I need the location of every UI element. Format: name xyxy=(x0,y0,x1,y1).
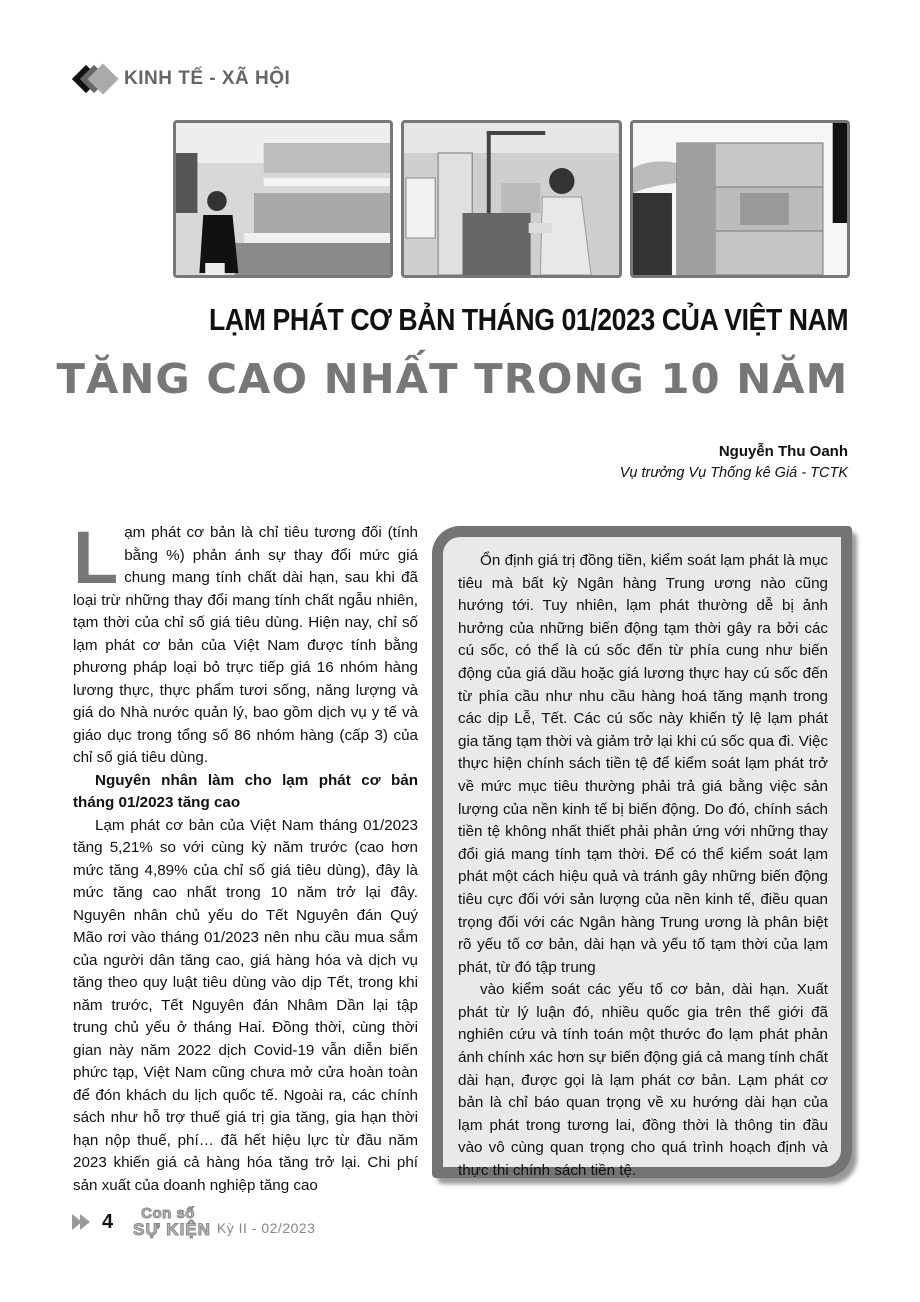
issue-label: Kỳ II - 02/2023 xyxy=(216,1220,316,1236)
box-paragraph-1: Ổn định giá trị đồng tiền, kiểm soát lạm phát là mục tiêu mà bất kỳ Ngân hàng Trung ương nào cũng hướng tới. Tuy nhiên, lạm phát thường dễ bị ảnh hưởng của những biến động tạm thời gây ra bởi các cú sốc, có thể là cú sốc đến từ phía cung như biến động của giá dầu hoặc giá lương thực hay cú sốc đến từ phía cầu như nhu cầu hàng hoá tăng mạnh trong các dịp Lễ, Tết. Các cú sốc này khiến tỷ lệ lạm phát gia tăng tạm thời và giảm trở lại khi cú sốc qua đi. Việc thực hiện chính sách tiền tệ để kiểm soát lạm phát trở về mức mục tiêu thường phải trả giá bằng việc sản lượng của nền kinh tế bị biến động. Do đó, chính sách tiền tệ không nhất thiết phải phản ứng với những thay đổi giá mang tính tạm thời. Để có thể kiểm soát lạm phát một cách hiệu quả và tránh gây những biến động tiêu cực đối với sản lượng của nền kinh tế, điều quan trọng đối với các Ngân hàng Trung ương là phân biệt rõ yếu tố cơ bản, dài hạn và yếu tố tạm thời của lạm phát, từ đó tập trung xyxy=(458,552,828,976)
left-column xyxy=(73,516,418,1197)
logo-top-text: Con số xyxy=(141,1205,195,1222)
section-header xyxy=(70,64,290,94)
magazine-logo xyxy=(133,1206,211,1238)
box-paragraph-2: vào kiểm soát các yếu tố cơ bản, dài hạn. Xuất phát từ lý luận đó, nhiều quốc gia trên thế giới đã nghiên cứu và tính toán một thước đo lạm phát phản ánh chính xác hơn sự biến động giá cả mang tính chất dài hạn, được gọi là lạm phát cơ bản. Lạm phát cơ bản là chỉ báo quan trọng về xu hướng dài hạn của lạm phát trong tương lai, đồng thời là thông tin đầu vào vô cùng quan trọng cho quá trình hoạch định và thực thi chính sách tiền tệ. xyxy=(458,981,828,1180)
article-title-line2: TĂNG CAO NHẤT TRONG 10 NĂM xyxy=(56,355,848,403)
photo-strip xyxy=(173,120,850,278)
banknotes-stack-photo xyxy=(630,120,850,278)
supermarket-shopper-photo xyxy=(173,120,393,278)
logo-bottom-text: SỰ KIỆN xyxy=(133,1220,211,1239)
factory-worker-photo xyxy=(401,120,621,278)
author-name: Nguyễn Thu Oanh xyxy=(718,443,848,460)
triple-chevron-left-icon xyxy=(70,65,122,93)
body-paragraph: Lạm phát cơ bản của Việt Nam tháng 01/2023 tăng 5,21% so với cùng kỳ năm trước (cao hơn mức tăng 4,89% của chỉ số giá tiêu dùng), đây là mức tăng cao nhất trong 10 năm trở lại đây. Nguyên nhân chủ yếu do Tết Nguyên đán Quý Mão rơi vào tháng 01/2023 nên nhu cầu mua sắm của người dân tăng cao, giá hàng hóa và dịch vụ tăng theo quy luật tiêu dùng vào dịp Tết, trong khi năm trước, Tết Nguyên đán Nhâm Dần lại tập trung chủ yếu ở tháng Hai. Đồng thời, cùng thời gian này năm 2022 dịch Covid-19 vẫn diễn biến phức tạp, Việt Nam cũng chưa mở cửa hoàn toàn để đón khách du lịch quốc tế. Ngoài ra, các chính sách như hỗ trợ thuế giá trị gia tăng, gia hạn thời hạn nộp thuế, phí… đã hết hiệu lực từ đầu năm 2023 khiến giá cả hàng hóa tăng trở lại. Chi phí sản xuất của doanh nghiệp tăng cao xyxy=(73,816,418,1194)
author-role: Vụ trưởng Vụ Thống kê Giá - TCTK xyxy=(619,465,848,481)
page-footer xyxy=(72,1202,315,1242)
intro-paragraph: ạm phát cơ bản là chỉ tiêu tương đối (tính bằng %) phản ánh sự thay đổi mức giá chung mang tính chất dài hạn, sau khi đã loại trừ những thay đổi mang tính chất ngẫu nhiên, tạm thời của chỉ số giá tiêu dùng. Hiện nay, chỉ số lạm phát cơ bản của Việt Nam được tính bằng phương pháp loại bỏ trực tiếp giá 16 nhóm hàng lương thực, thực phẩm tươi sống, năng lượng và giá do Nhà nước quản lý, bao gồm dịch vụ y tế và giáo dục trong tổng số 86 nhóm hàng (cấp 3) của chỉ số giá tiêu dùng. xyxy=(73,524,418,766)
drop-cap: L xyxy=(73,516,119,599)
section-label: KINH TẾ - XÃ HỘI xyxy=(124,68,291,89)
double-arrow-right-icon xyxy=(72,1214,88,1230)
page-number: 4 xyxy=(102,1210,114,1233)
article-title-line1: LẠM PHÁT CƠ BẢN THÁNG 01/2023 CỦA VIỆT NAM xyxy=(208,302,848,337)
sidebar-box-text xyxy=(458,550,828,1183)
subheading: Nguyên nhân làm cho lạm phát cơ bản tháng 01/2023 tăng cao xyxy=(73,771,418,811)
